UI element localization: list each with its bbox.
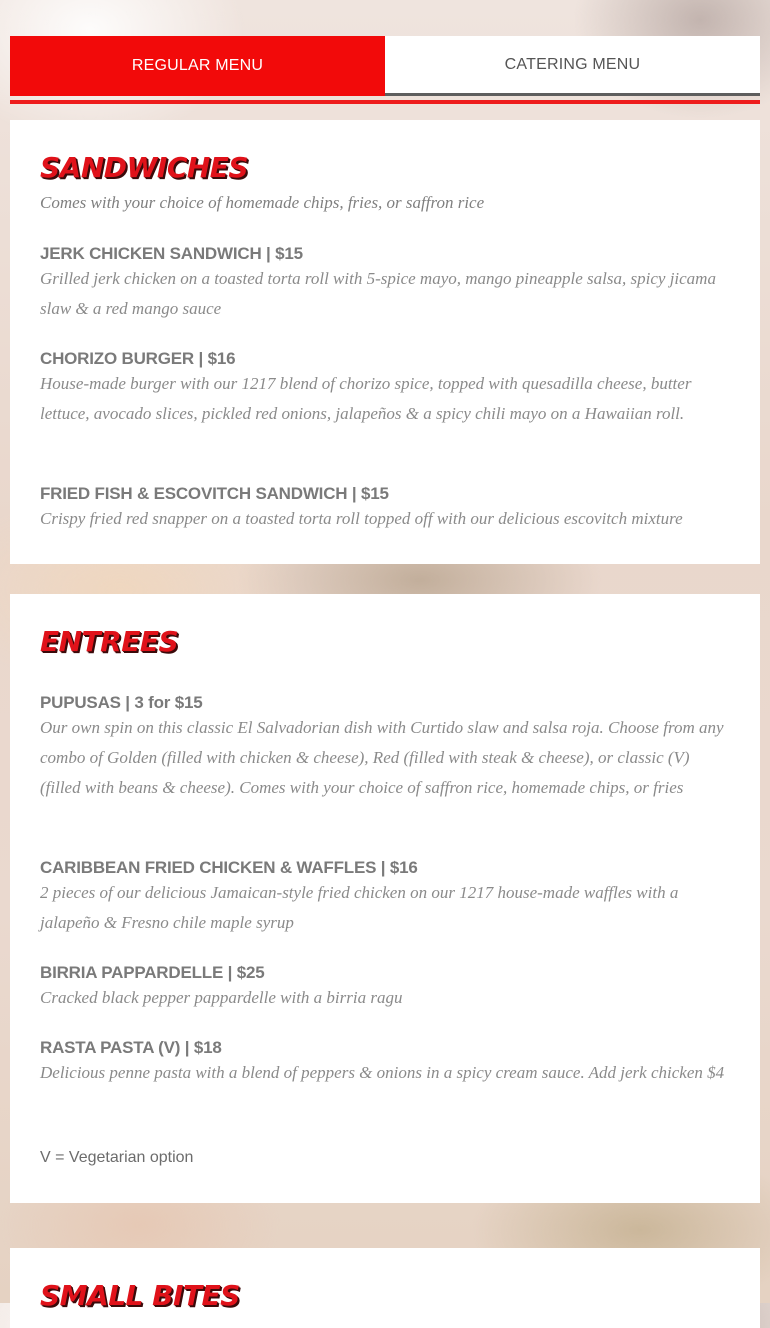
menu-tabs bbox=[10, 36, 760, 96]
menu-item-description: House-made burger with our 1217 blend of chorizo spice, topped with quesadilla cheese, butter lettuce, avocado slices, pickled red onions, jalapeños & a spicy chili mayo on a Hawaiian roll. bbox=[40, 374, 692, 423]
section-title: ENTREES bbox=[40, 625, 179, 658]
menu-item-name: RASTA PASTA (V) | $18 bbox=[40, 1038, 222, 1057]
menu-item-description: Cracked black pepper pappardelle with a birria ragu bbox=[40, 988, 403, 1007]
menu-item-description: 2 pieces of our delicious Jamaican-style fried chicken on our 1217 house-made waffles with a jalapeño & Fresno chile maple syrup bbox=[40, 883, 679, 932]
section-title: SANDWICHES bbox=[40, 151, 249, 184]
section-intro: Comes with your choice of homemade chips, fries, or saffron rice bbox=[40, 193, 485, 212]
small-bites-section bbox=[10, 1248, 760, 1328]
menu-item-name: CARIBBEAN FRIED CHICKEN & WAFFLES | $16 bbox=[40, 858, 418, 877]
menu-item-description: Crispy fried red snapper on a toasted torta roll topped off with our delicious escovitch mixture bbox=[40, 509, 683, 528]
tab-regular-menu[interactable]: REGULAR MENU bbox=[10, 36, 385, 96]
entrees-section bbox=[10, 594, 760, 1203]
menu-item-name: PUPUSAS | 3 for $15 bbox=[40, 693, 203, 712]
menu-item-description: Our own spin on this classic El Salvadorian dish with Curtido slaw and salsa roja. Choose from any combo of Golden (filled with chicken & cheese), Red (filled with steak & cheese), or classic (V) (filled with beans & cheese). Comes with your choice of saffron rice, homemade chips, or fries bbox=[40, 718, 724, 797]
menu-item-name: FRIED FISH & ESCOVITCH SANDWICH | $15 bbox=[40, 484, 389, 503]
section-title: SMALL BITES bbox=[40, 1279, 240, 1312]
menu-item-name: BIRRIA PAPPARDELLE | $25 bbox=[40, 963, 265, 982]
tab-catering-menu[interactable]: CATERING MENU bbox=[385, 36, 760, 96]
menu-item-name: JERK CHICKEN SANDWICH | $15 bbox=[40, 244, 303, 263]
sandwiches-section bbox=[10, 120, 760, 564]
menu-item-name: CHORIZO BURGER | $16 bbox=[40, 349, 236, 368]
menu-item-description: Delicious penne pasta with a blend of peppers & onions in a spicy cream sauce. Add jerk chicken $4 bbox=[40, 1063, 725, 1082]
tab-underline bbox=[10, 100, 760, 104]
menu-item-description: Grilled jerk chicken on a toasted torta roll with 5-spice mayo, mango pineapple salsa, spicy jicama slaw & a red mango sauce bbox=[40, 269, 716, 318]
vegetarian-note: V = Vegetarian option bbox=[40, 1149, 194, 1166]
